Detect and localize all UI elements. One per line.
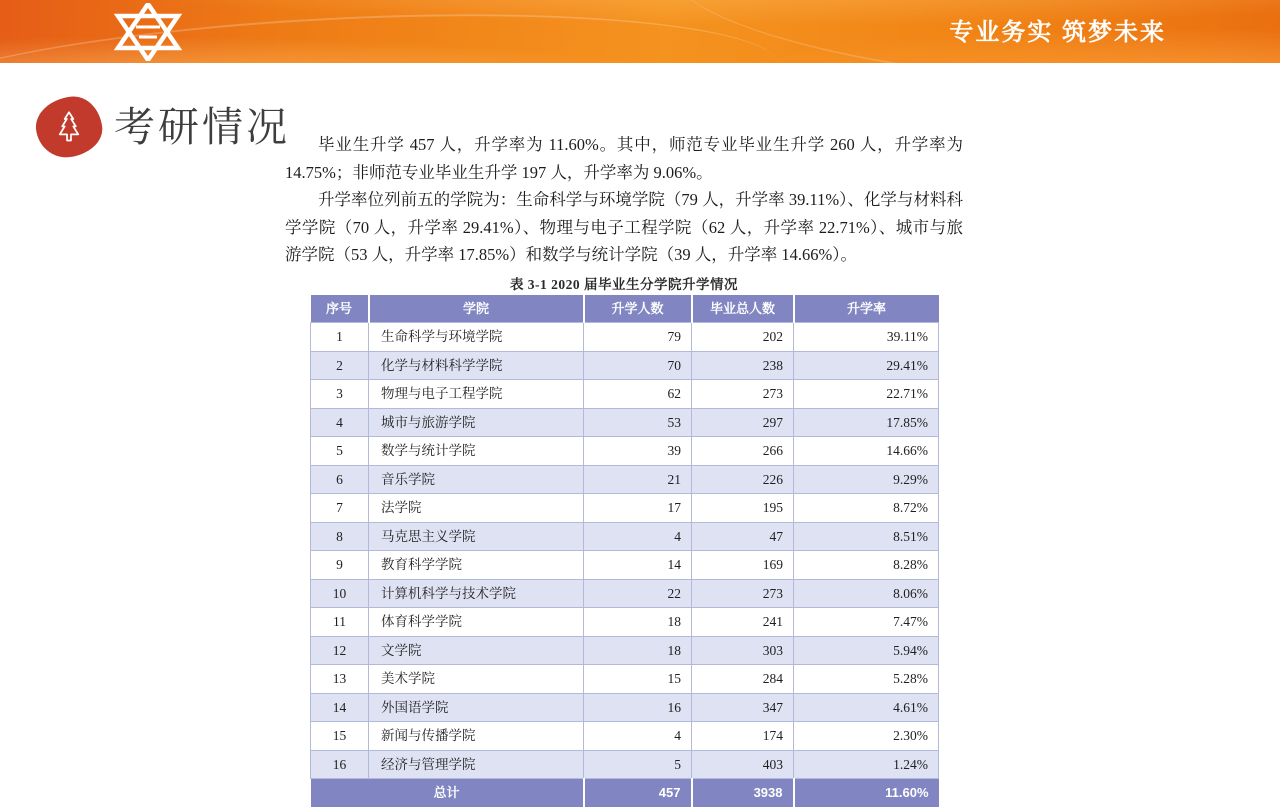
cell-graduates-count: 202 <box>692 323 794 352</box>
column-header: 毕业总人数 <box>692 295 794 323</box>
cell-index: 2 <box>311 351 369 380</box>
cell-college: 物理与电子工程学院 <box>369 380 584 409</box>
cell-graduates-count: 174 <box>692 722 794 751</box>
table-row <box>311 351 939 380</box>
cell-advance-count: 62 <box>584 380 692 409</box>
cell-advance-rate: 22.71% <box>794 380 939 409</box>
cell-advance-rate: 2.30% <box>794 722 939 751</box>
table-row <box>311 665 939 694</box>
table-caption: 表 3-1 2020 届毕业生分学院升学情况 <box>509 276 739 292</box>
table-row <box>311 750 939 779</box>
cell-advance-count: 53 <box>584 408 692 437</box>
cell-index: 10 <box>311 579 369 608</box>
cell-advance-rate: 14.66% <box>794 437 939 466</box>
table-row <box>311 323 939 352</box>
cell-college: 教育科学学院 <box>369 551 584 580</box>
cell-graduates-count: 195 <box>692 494 794 523</box>
cell-college: 计算机科学与技术学院 <box>369 579 584 608</box>
cell-college: 外国语学院 <box>369 693 584 722</box>
cell-advance-rate: 17.85% <box>794 408 939 437</box>
cell-advance-rate: 4.61% <box>794 693 939 722</box>
total-advance-rate: 11.60% <box>794 779 939 807</box>
cell-advance-rate: 39.11% <box>794 323 939 352</box>
cell-advance-rate: 1.24% <box>794 750 939 779</box>
cell-advance-count: 14 <box>584 551 692 580</box>
cell-index: 4 <box>311 408 369 437</box>
table-row <box>311 465 939 494</box>
cell-advance-rate: 8.72% <box>794 494 939 523</box>
column-header: 学院 <box>369 295 584 323</box>
enrollment-by-college-table <box>310 295 939 807</box>
cell-college: 化学与材料科学学院 <box>369 351 584 380</box>
cell-graduates-count: 169 <box>692 551 794 580</box>
cell-advance-count: 5 <box>584 750 692 779</box>
report-body <box>285 131 963 807</box>
cell-advance-count: 70 <box>584 351 692 380</box>
cell-graduates-count: 284 <box>692 665 794 694</box>
total-label: 总计 <box>311 779 584 807</box>
column-header: 升学人数 <box>584 295 692 323</box>
cell-index: 12 <box>311 636 369 665</box>
table-header-row <box>311 295 939 323</box>
cell-index: 16 <box>311 750 369 779</box>
cell-advance-count: 39 <box>584 437 692 466</box>
table-row <box>311 579 939 608</box>
cell-advance-rate: 5.94% <box>794 636 939 665</box>
cell-index: 11 <box>311 608 369 637</box>
cell-advance-count: 18 <box>584 636 692 665</box>
cell-graduates-count: 297 <box>692 408 794 437</box>
cell-college: 文学院 <box>369 636 584 665</box>
cell-advance-count: 15 <box>584 665 692 694</box>
cell-advance-count: 16 <box>584 693 692 722</box>
cell-advance-rate: 29.41% <box>794 351 939 380</box>
cell-college: 新闻与传播学院 <box>369 722 584 751</box>
cell-graduates-count: 241 <box>692 608 794 637</box>
table-row <box>311 437 939 466</box>
table-row <box>311 408 939 437</box>
cell-advance-count: 21 <box>584 465 692 494</box>
cell-college: 法学院 <box>369 494 584 523</box>
table-row <box>311 551 939 580</box>
cell-graduates-count: 303 <box>692 636 794 665</box>
cell-index: 5 <box>311 437 369 466</box>
cell-advance-rate: 8.28% <box>794 551 939 580</box>
university-logo-icon <box>112 3 184 61</box>
cell-college: 数学与统计学院 <box>369 437 584 466</box>
cell-graduates-count: 347 <box>692 693 794 722</box>
cell-college: 经济与管理学院 <box>369 750 584 779</box>
table-row <box>311 380 939 409</box>
cell-advance-rate: 8.06% <box>794 579 939 608</box>
cell-advance-count: 17 <box>584 494 692 523</box>
paragraph-overall-stats: 毕业生升学 457 人，升学率为 11.60%。其中，师范专业毕业生升学 260 人，升学率为 14.75%；非师范专业毕业生升学 197 人，升学率为 9.06%。 <box>285 135 963 182</box>
cell-graduates-count: 266 <box>692 437 794 466</box>
cell-advance-count: 79 <box>584 323 692 352</box>
total-advance-count: 457 <box>584 779 692 807</box>
cell-advance-rate: 7.47% <box>794 608 939 637</box>
cell-college: 美术学院 <box>369 665 584 694</box>
pine-tree-icon <box>54 111 84 143</box>
table-row <box>311 636 939 665</box>
cell-graduates-count: 226 <box>692 465 794 494</box>
table-section <box>310 274 938 807</box>
table-row <box>311 693 939 722</box>
cell-advance-count: 4 <box>584 722 692 751</box>
cell-index: 7 <box>311 494 369 523</box>
cell-index: 14 <box>311 693 369 722</box>
cell-graduates-count: 273 <box>692 579 794 608</box>
cell-index: 6 <box>311 465 369 494</box>
cell-graduates-count: 47 <box>692 522 794 551</box>
cell-advance-count: 4 <box>584 522 692 551</box>
top-banner <box>0 0 1280 63</box>
table-total-row <box>311 779 939 807</box>
total-graduates-count: 3938 <box>692 779 794 807</box>
cell-graduates-count: 238 <box>692 351 794 380</box>
cell-advance-rate: 5.28% <box>794 665 939 694</box>
cell-index: 13 <box>311 665 369 694</box>
cell-index: 9 <box>311 551 369 580</box>
cell-advance-rate: 8.51% <box>794 522 939 551</box>
cell-advance-count: 22 <box>584 579 692 608</box>
cell-index: 15 <box>311 722 369 751</box>
cell-college: 音乐学院 <box>369 465 584 494</box>
cell-college: 马克思主义学院 <box>369 522 584 551</box>
cell-index: 8 <box>311 522 369 551</box>
cell-college: 体育科学学院 <box>369 608 584 637</box>
table-row <box>311 722 939 751</box>
banner-slogan: 专业务实 筑梦未来 <box>949 19 1166 46</box>
column-header: 升学率 <box>794 295 939 323</box>
table-row <box>311 608 939 637</box>
cell-advance-count: 18 <box>584 608 692 637</box>
cell-college: 城市与旅游学院 <box>369 408 584 437</box>
cell-graduates-count: 403 <box>692 750 794 779</box>
cell-index: 3 <box>311 380 369 409</box>
cell-college: 生命科学与环境学院 <box>369 323 584 352</box>
table-row <box>311 494 939 523</box>
cell-graduates-count: 273 <box>692 380 794 409</box>
paragraph-top-five-colleges: 升学率位列前五的学院为：生命科学与环境学院（79 人，升学率 39.11%）、化学与材料科学学院（70 人，升学率 29.41%）、物理与电子工程学院（62 人，升学率 22.71%）、城市与旅游学院（53 人，升学率 17.85%）和数学与统计学院（39 人，升学率 14.66%）。 <box>285 190 963 264</box>
cell-advance-rate: 9.29% <box>794 465 939 494</box>
cell-index: 1 <box>311 323 369 352</box>
column-header: 序号 <box>311 295 369 323</box>
section-badge <box>33 94 105 161</box>
table-row <box>311 522 939 551</box>
page-title: 考研情况 <box>114 104 290 150</box>
